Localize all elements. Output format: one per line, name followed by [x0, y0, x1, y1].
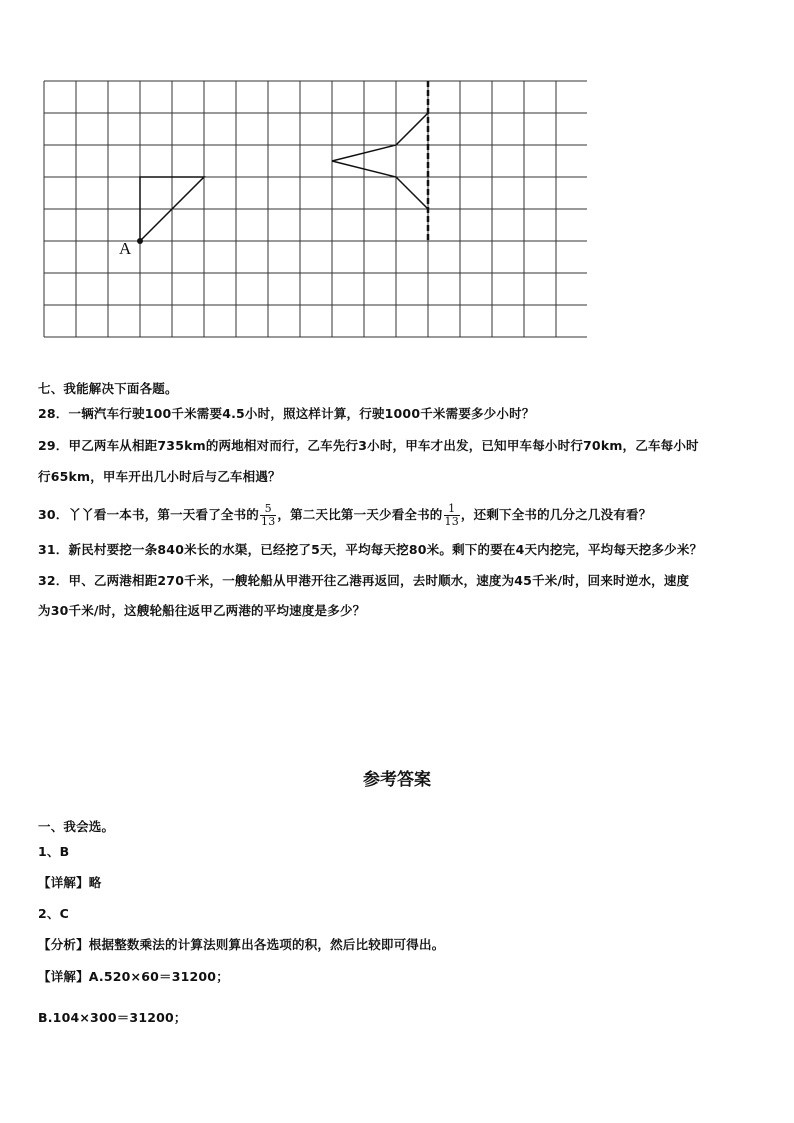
answer-2-detail: 【详解】A.520×60＝31200； [38, 969, 229, 984]
fraction-1-13 [444, 503, 460, 528]
answer-1: 1、B [38, 844, 70, 859]
fraction-numerator: 5 [260, 503, 276, 516]
question-30-part1: 30．丫丫看一本书，第一天看了全书的 [38, 507, 259, 522]
question-29-line1: 29．甲乙两车从相距735km的两地相对而行，乙车先行3小时，甲车才出发，已知甲车每小时行70km，乙车每小时 [38, 438, 699, 453]
question-30-part2: ，第二天比第一天少看全书的 [277, 507, 443, 522]
fraction-5-13 [260, 503, 276, 528]
grid-svg [43, 80, 587, 340]
fraction-numerator: 1 [444, 503, 460, 516]
point-a-label: A [119, 239, 132, 258]
question-30 [38, 503, 651, 528]
answer-2-analysis: 【分析】根据整数乘法的计算法则算出各选项的积，然后比较即可得出。 [38, 937, 445, 952]
answers-section1: 一、我会选。 [38, 819, 115, 834]
half-figure [332, 113, 428, 209]
question-29-line2: 行65km，甲车开出几小时后与乙车相遇？ [38, 469, 281, 484]
question-32-line2: 为30千米/时，这艘轮船往返甲乙两港的平均速度是多少？ [38, 603, 366, 618]
question-31: 31．新民村要挖一条840米长的水渠，已经挖了5天，平均每天挖80米。剩下的要在4天内挖完，平均每天挖多少米？ [38, 542, 703, 557]
point-a [137, 238, 143, 244]
question-28: 28．一辆汽车行驶100千米需要4.5小时，照这样计算，行驶1000千米需要多少小时？ [38, 406, 535, 421]
answer-1-detail: 【详解】略 [38, 875, 102, 890]
answer-2-option-b: B.104×300＝31200； [38, 1010, 187, 1025]
answer-title: 参考答案 [363, 770, 431, 790]
question-30-part3: ，还剩下全书的几分之几没有看？ [460, 507, 652, 522]
fraction-denominator: 13 [261, 515, 276, 528]
answer-2: 2、C [38, 906, 69, 921]
question-32-line1: 32．甲、乙两港相距270千米，一艘轮船从甲港开往乙港再返回，去时顺水，速度为45千米/时，回来时逆水，速度 [38, 573, 690, 588]
grid-figure [43, 80, 587, 340]
fraction-denominator: 13 [444, 515, 459, 528]
section7-heading: 七、我能解决下面各题。 [38, 381, 178, 396]
